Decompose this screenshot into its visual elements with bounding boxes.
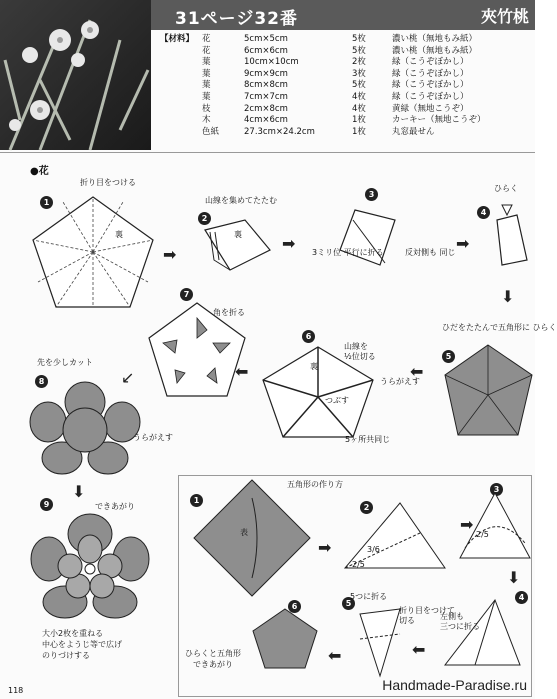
- pentagon-step-5-number: 5: [342, 597, 355, 610]
- prev-arrow: ⬅: [235, 362, 249, 381]
- next-arrow: ➡: [456, 234, 470, 253]
- materials-cell: 木: [202, 115, 211, 126]
- materials-cell: [160, 104, 202, 116]
- step-9-flower: [35, 514, 145, 619]
- materials-cell: 花: [202, 34, 211, 44]
- materials-cell: 6cm×6cm: [244, 45, 288, 56]
- materials-cell: 7cm×7cm: [244, 91, 288, 102]
- next-arrow: ➡: [460, 515, 474, 534]
- watermark: Handmade-Paradise.ru: [382, 677, 527, 693]
- pentagon-step-1-number: 1: [190, 494, 203, 507]
- pentagon-step-3-frac: 2/5: [476, 530, 489, 539]
- next-arrow: ➡: [282, 234, 296, 253]
- materials-cell: 2枚: [352, 57, 366, 68]
- step-5-label: ひだをたたんで五角形に ひらく: [442, 323, 557, 332]
- flower-name: 夾竹桃: [480, 7, 529, 26]
- materials-cell: 27.3cm×24.2cm: [244, 126, 315, 137]
- pentagon-step-1-face: 表: [240, 528, 248, 537]
- materials-row: [160, 69, 530, 81]
- materials-row: [160, 127, 530, 139]
- step-9-label: できあがり: [95, 502, 135, 511]
- step-1-face: 裏: [115, 230, 123, 239]
- materials-cell: 5枚: [352, 80, 366, 91]
- pentagon-step-6-label: ひらくと五角形 できあがり: [185, 649, 241, 669]
- step-2-folded: [200, 210, 275, 275]
- page-title: 31ページ32番: [175, 9, 298, 29]
- step-8-number: 8: [35, 375, 48, 388]
- materials-row: [160, 104, 530, 116]
- step-6-label-4: うらがえす: [380, 377, 420, 386]
- pentagon-step-3-triangle: [455, 488, 533, 563]
- materials-cell: [160, 69, 202, 81]
- pentagon-title: 五角形の作り方: [287, 480, 343, 489]
- materials-cell: カーキー（無地こうぞ）: [392, 115, 486, 126]
- materials-cell: 2cm×8cm: [244, 103, 288, 114]
- step-4-folded: [487, 200, 532, 270]
- step-6-face: 裏: [310, 362, 318, 371]
- materials-cell: 葉: [202, 91, 211, 102]
- down-arrow: ⬇: [501, 287, 515, 306]
- step-2-face: 裏: [234, 230, 242, 239]
- materials-cell: 緑（こうぞぼかし）: [392, 80, 469, 91]
- materials-cell: [160, 92, 202, 104]
- materials-row: [160, 57, 530, 69]
- materials-cell: 1枚: [352, 126, 366, 137]
- pentagon-step-4-number: 4: [515, 591, 528, 604]
- step-3-label: 3ミリ位 平行に折る: [312, 248, 384, 257]
- materials-cell: 緑（こうぞぼかし）: [392, 68, 469, 79]
- step-9-label-2: 大小2枚を重ねる 中心をようじ等で広げ のりづけする: [42, 629, 122, 660]
- step-3-folded: [335, 205, 410, 270]
- step-3-label-2: 反対側も 同じ: [405, 248, 456, 257]
- pentagon-step-5-label-2: 折り目をつけて 切る: [399, 606, 455, 625]
- step-7-pentagon: [145, 298, 250, 403]
- next-arrow: ➡: [163, 245, 177, 264]
- materials-row: [160, 115, 530, 127]
- prev-arrow: ⬅: [410, 362, 424, 381]
- step-3-number: 3: [365, 188, 378, 201]
- pentagon-step-2-number: 2: [360, 501, 373, 514]
- materials-cell: 葉: [202, 80, 211, 91]
- step-5-pentagon: [440, 335, 535, 445]
- step-6-label-2: つぶす: [325, 396, 349, 405]
- materials-cell: 9cm×9cm: [244, 68, 288, 79]
- materials-cell: 5枚: [352, 34, 366, 44]
- materials-cell: 花: [202, 45, 211, 56]
- materials-cell: 黄緑（無地こうぞ）: [392, 103, 469, 114]
- materials-cell: 濃い桃（無地もみ紙）: [392, 45, 478, 56]
- step-1-number: 1: [40, 196, 53, 209]
- step-7-number: 7: [180, 288, 193, 301]
- materials-cell: [160, 46, 202, 58]
- section-title: ●花: [30, 166, 49, 177]
- materials-cell: 4枚: [352, 103, 366, 114]
- step-9-number: 9: [40, 498, 53, 511]
- prev-arrow: ⬅: [412, 640, 426, 659]
- pentagon-step-3-number: 3: [490, 483, 503, 496]
- materials-cell: 丸窓最せん: [392, 126, 435, 137]
- step-1-pentagon: [28, 192, 158, 312]
- pentagon-step-6-number: 6: [288, 600, 301, 613]
- materials-cell: 1枚: [352, 115, 366, 126]
- pentagon-step-4-label: 左側も 三つに折る: [440, 612, 480, 631]
- oleander-photo-art: [0, 0, 151, 150]
- materials-cell: [160, 115, 202, 127]
- prev-arrow: ⬅: [328, 646, 342, 665]
- materials-cell: 緑（こうぞぼかし）: [392, 91, 469, 102]
- pentagon-step-6-pentagon: [250, 606, 320, 671]
- materials-cell: 濃い桃（無地もみ紙）: [392, 34, 478, 44]
- step-8-label: 先を少しカット: [37, 358, 93, 367]
- step-8-flower: [30, 380, 140, 475]
- materials-cell: 4枚: [352, 91, 366, 102]
- materials-cell: 4cm×6cm: [244, 115, 288, 126]
- materials-cell: 緑（こうぞぼかし）: [392, 57, 469, 68]
- materials-row: [160, 46, 530, 58]
- step-2-number: 2: [198, 212, 211, 225]
- materials-cell: 5cm×5cm: [244, 34, 288, 44]
- page-number: 118: [8, 686, 24, 695]
- next-arrow: ➡: [318, 538, 332, 557]
- materials-cell: 葉: [202, 57, 211, 68]
- step-2-label: 山線を集めてたたむ: [205, 196, 277, 205]
- pentagon-step-5-cone: [355, 604, 405, 679]
- materials-row: [160, 80, 530, 92]
- materials-cell: 【材料】: [160, 34, 195, 44]
- materials-row: [160, 92, 530, 104]
- materials-cell: 5枚: [352, 45, 366, 56]
- step-4-label: ひらく: [494, 184, 518, 193]
- divider: [0, 152, 535, 153]
- materials-cell: [160, 80, 202, 92]
- materials-cell: 葉: [202, 68, 211, 79]
- pentagon-step-2-frac1: 3/6: [367, 545, 380, 554]
- step-7-label: 角を折る: [213, 308, 245, 317]
- step-6-label: 山線を ½位切る: [344, 342, 376, 361]
- materials-cell: [160, 127, 202, 139]
- materials-row: [160, 34, 530, 46]
- prev-arrow: ↙: [121, 368, 135, 387]
- step-6-label-3: 5ヶ所共同じ: [345, 435, 391, 444]
- pentagon-step-5-label: 5つに折る: [350, 592, 388, 601]
- step-4-number: 4: [477, 206, 490, 219]
- pentagon-step-2-frac2: 2/5: [352, 560, 365, 569]
- step-5-number: 5: [442, 350, 455, 363]
- materials-cell: 8cm×8cm: [244, 80, 288, 91]
- materials-cell: 3枚: [352, 68, 366, 79]
- materials-cell: 10cm×10cm: [244, 57, 299, 68]
- down-arrow: ⬇: [72, 482, 86, 501]
- materials-table: [160, 34, 530, 138]
- down-arrow: ⬇: [507, 568, 521, 587]
- step-8-label-2: うらがえす: [133, 433, 173, 442]
- materials-cell: [160, 57, 202, 69]
- oleander-photo: [0, 0, 151, 150]
- materials-cell: 色紙: [202, 126, 220, 137]
- pentagon-step-1-square: [192, 478, 312, 598]
- step-6-number: 6: [302, 330, 315, 343]
- materials-cell: 枝: [202, 103, 211, 114]
- step-1-label: 折り目をつける: [80, 178, 136, 187]
